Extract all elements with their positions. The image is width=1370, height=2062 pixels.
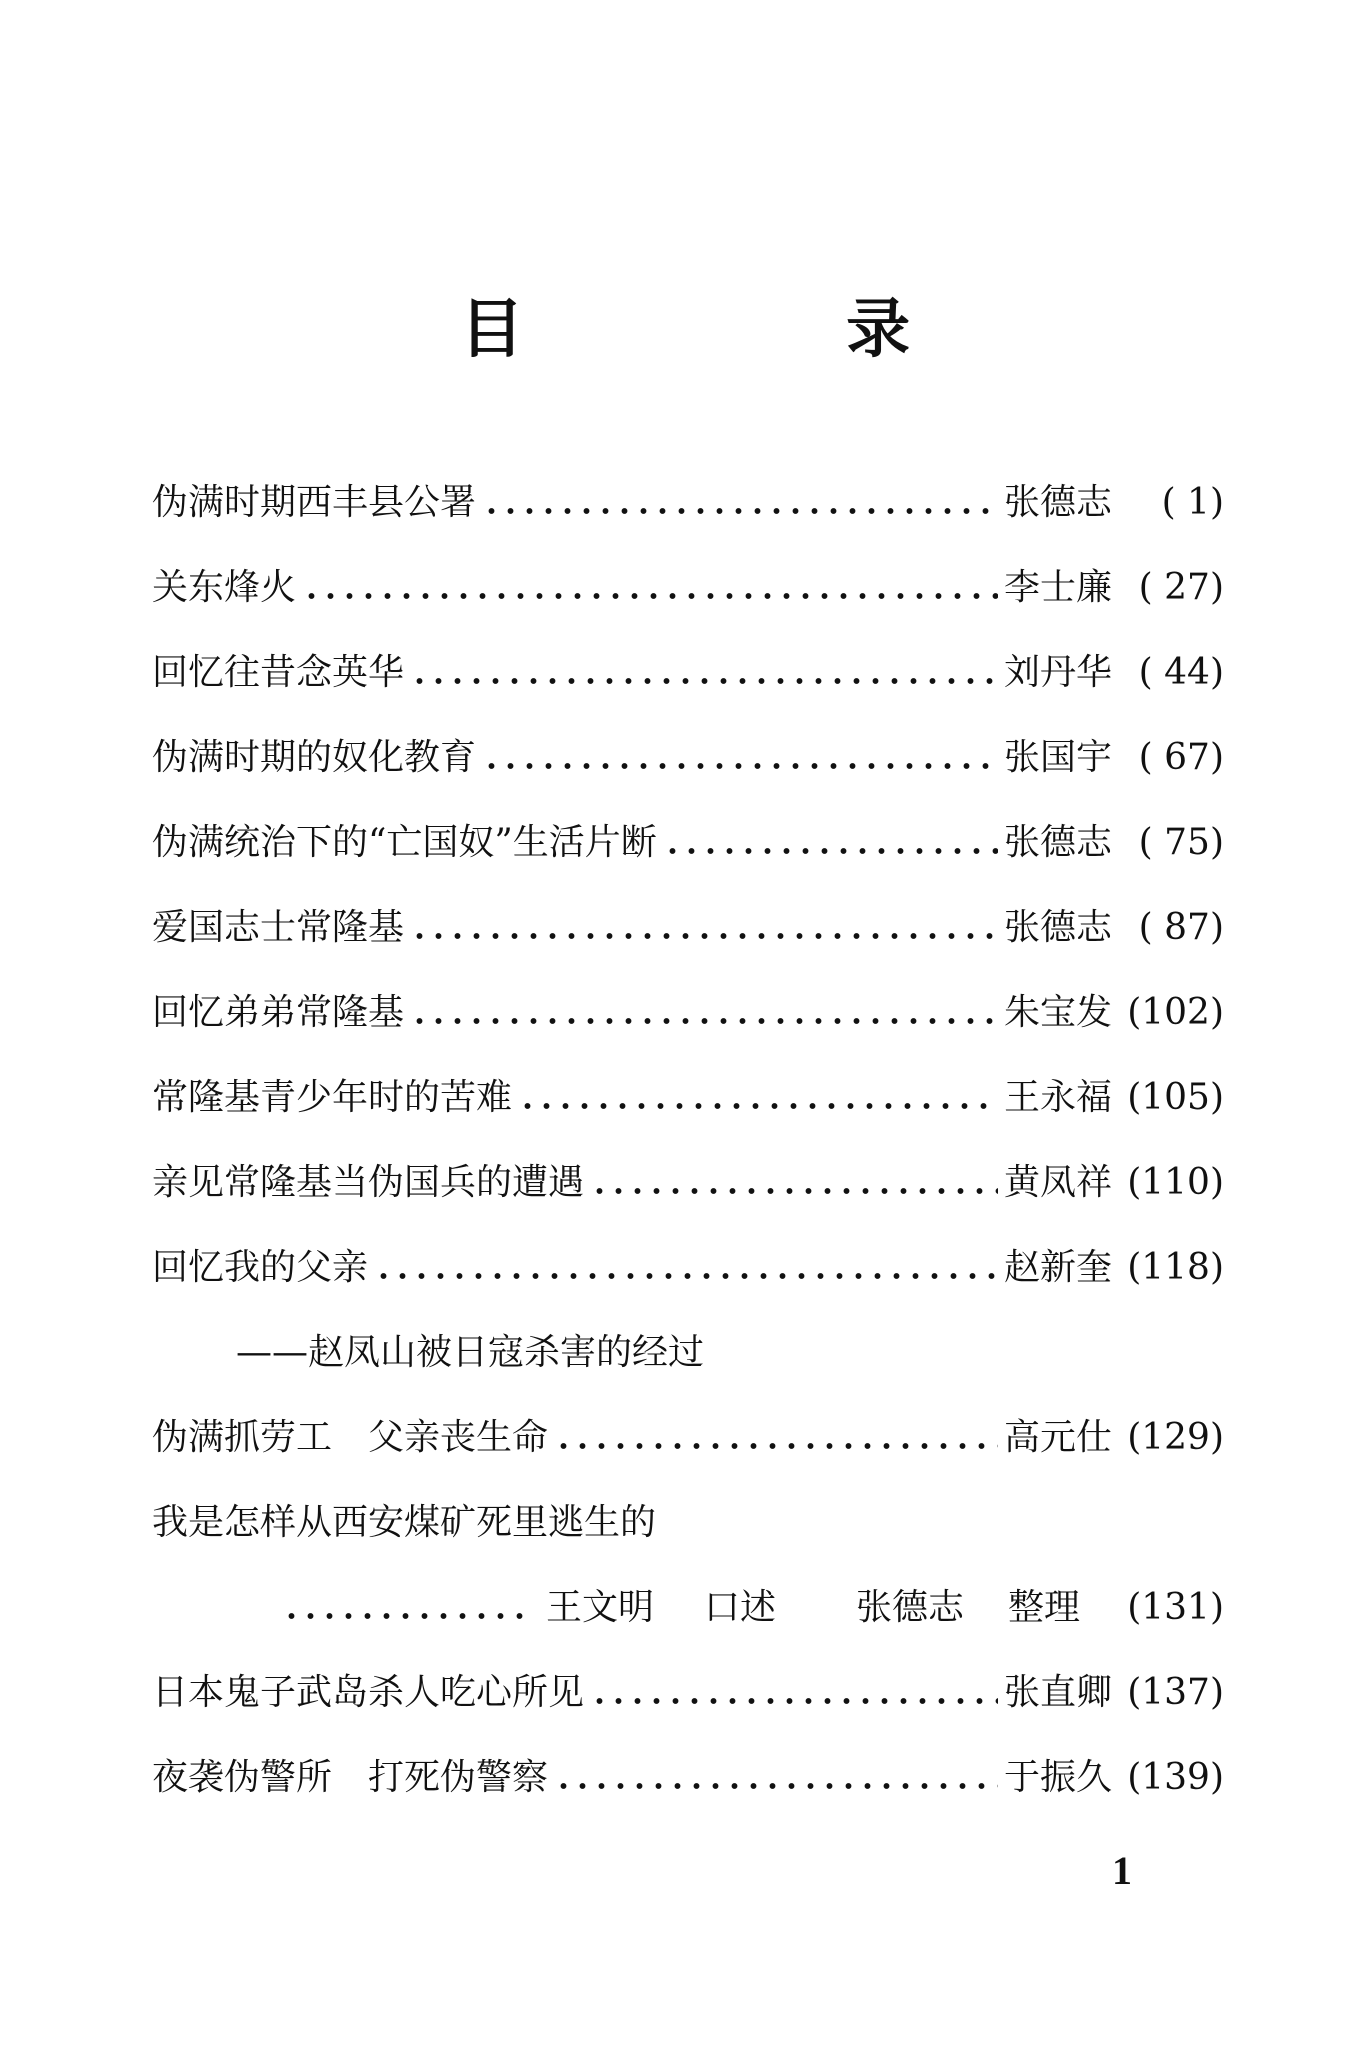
toc-entry[interactable] (152, 730, 1224, 786)
toc-entry[interactable] (152, 1665, 1224, 1721)
entry-title: 关东烽火 (152, 567, 297, 608)
entry-page: (129) (1127, 1417, 1224, 1458)
entry-author: 朱宝发 (1003, 992, 1112, 1033)
toc-entry[interactable] (152, 815, 1224, 871)
entry-editor-role: 整理 (1008, 1587, 1081, 1628)
dot-leader (590, 1665, 998, 1721)
entry-author: 李士廉 (1003, 567, 1112, 608)
entry-title: 回忆我的父亲 (152, 1247, 369, 1288)
entry-author: 张直卿 (1003, 1672, 1112, 1713)
entry-editor: 张德志 (856, 1587, 965, 1628)
dot-leader (663, 815, 998, 871)
entry-page: (137) (1127, 1672, 1224, 1713)
entry-page: (131) (1127, 1587, 1224, 1628)
page-number: 1 (1112, 1848, 1132, 1893)
dot-leader (410, 900, 998, 956)
entry-title: 回忆往昔念英华 (152, 652, 405, 693)
toc-entry[interactable] (152, 1240, 1224, 1296)
entry-title: 伪满时期的奴化教育 (152, 737, 477, 778)
toc-entry[interactable] (152, 1410, 1224, 1466)
toc-entry-credit (282, 1580, 1224, 1636)
entry-subtitle: ——赵凤山被日寇杀害的经过 (236, 1332, 705, 1373)
entry-page: ( 44) (1138, 652, 1224, 693)
entry-page: ( 67) (1138, 737, 1224, 778)
dot-leader (282, 1580, 532, 1636)
entry-author: 张德志 (1003, 822, 1112, 863)
entry-title: 常隆基青少年时的苦难 (152, 1077, 513, 1118)
dot-leader (482, 730, 998, 786)
dot-leader (410, 985, 998, 1041)
entry-title: 伪满时期西丰县公署 (152, 482, 477, 523)
toc-entry[interactable] (152, 1155, 1224, 1211)
dot-leader (374, 1240, 998, 1296)
entry-author: 王永福 (1003, 1077, 1112, 1118)
entry-author: 高元仕 (1003, 1417, 1112, 1458)
dot-leader (554, 1750, 998, 1806)
page-title: 目 录 (459, 293, 1061, 367)
entry-title: 伪满统治下的“亡国奴”生活片断 (152, 822, 657, 863)
entry-page: (105) (1127, 1077, 1224, 1118)
entry-author: 黄凤祥 (1003, 1162, 1112, 1203)
entry-author: 张国宇 (1003, 737, 1112, 778)
entry-page: (118) (1127, 1247, 1224, 1288)
entry-title: 伪满抓劳工 父亲丧生命 (152, 1417, 549, 1458)
entry-narrator: 王文明 (546, 1587, 655, 1628)
entry-title: 夜袭伪警所 打死伪警察 (152, 1757, 549, 1798)
entry-narrator-role: 口述 (704, 1587, 777, 1628)
dot-leader (554, 1410, 998, 1466)
dot-leader (302, 560, 998, 616)
entry-page: ( 87) (1138, 907, 1224, 948)
entry-title: 日本鬼子武岛杀人吃心所见 (152, 1672, 585, 1713)
toc-entry[interactable] (152, 1070, 1224, 1126)
entry-page: ( 1) (1161, 482, 1224, 523)
entry-page: (139) (1127, 1757, 1224, 1798)
entry-author: 刘丹华 (1003, 652, 1112, 693)
entry-author: 于振久 (1003, 1757, 1112, 1798)
dot-leader (482, 475, 998, 531)
toc-entry[interactable] (152, 645, 1224, 701)
toc-entry[interactable] (152, 1750, 1224, 1806)
toc-entry[interactable] (152, 985, 1224, 1041)
dot-leader (590, 1155, 998, 1211)
entry-page: ( 75) (1138, 822, 1224, 863)
toc-entry[interactable] (152, 900, 1224, 956)
dot-leader (410, 645, 998, 701)
toc-entry[interactable] (152, 560, 1224, 616)
entry-author: 张德志 (1003, 907, 1112, 948)
dot-leader (518, 1070, 998, 1126)
entry-title[interactable]: 我是怎样从西安煤矿死里逃生的 (152, 1502, 657, 1543)
entry-author: 赵新奎 (1003, 1247, 1112, 1288)
entry-title: 爱国志士常隆基 (152, 907, 405, 948)
entry-title: 亲见常隆基当伪国兵的遭遇 (152, 1162, 585, 1203)
entry-page: ( 27) (1138, 567, 1224, 608)
entry-page: (110) (1127, 1162, 1224, 1203)
entry-author: 张德志 (1003, 482, 1112, 523)
toc-entry[interactable] (152, 475, 1224, 531)
entry-title: 回忆弟弟常隆基 (152, 992, 405, 1033)
entry-page: (102) (1127, 992, 1224, 1033)
